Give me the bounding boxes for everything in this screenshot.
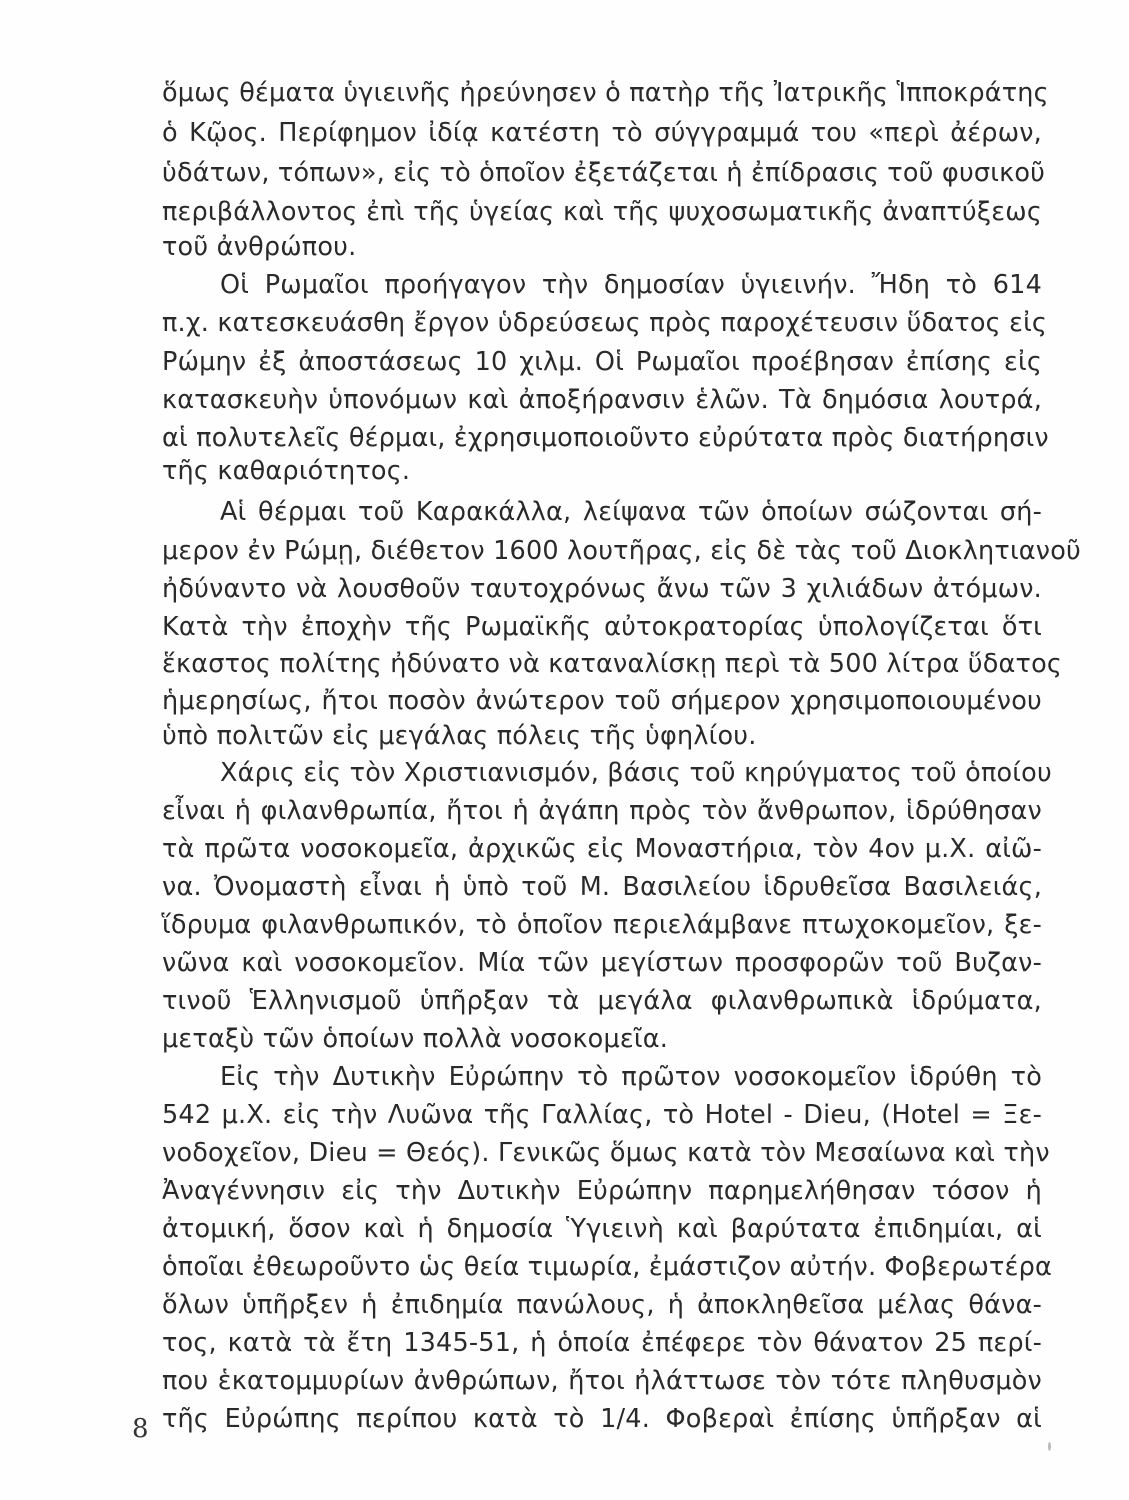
text-line: νῶνα καὶ νοσοκομεῖον. Μία τῶν μεγίστων προσφορῶν τοῦ Βυζαν-: [162, 948, 1042, 978]
text-line: ὅλων ὑπῆρξεν ἡ ἐπιδημία πανώλους, ἡ ἀποκληθεῖσα μέλας θάνα-: [162, 1290, 1042, 1320]
text-line: τῆς Εὐρώπης περίπου κατὰ τὸ 1/4. Φοβεραὶ ἐπίσης ὑπῆρξαν αἱ: [162, 1404, 1042, 1434]
paragraph-start-line: Οἱ Ρωμαῖοι προήγαγον τὴν δημοσίαν ὑγιεινήν. Ἤδη τὸ 614: [220, 270, 1042, 300]
text-line: 542 μ.Χ. εἰς τὴν Λυῶνα τῆς Γαλλίας, τὸ Hotel - Dieu, (Hotel = Ξε-: [162, 1100, 1042, 1130]
text-line: να. Ὀνομαστὴ εἶναι ἡ ὑπὸ τοῦ Μ. Βασιλείου ἱδρυθεῖσα Βασιλειάς,: [162, 872, 1042, 902]
text-line: τος, κατὰ τὰ ἔτη 1345-51, ἡ ὁποία ἐπέφερε τὸν θάνατον 25 περί-: [162, 1328, 1042, 1358]
page-number: 8: [132, 1414, 149, 1444]
text-line: νοδοχεῖον, Dieu = Θεός). Γενικῶς ὅμως κατὰ τὸν Μεσαίωνα καὶ τὴν: [162, 1138, 1050, 1168]
text-line: τοῦ ἀνθρώπου.: [162, 232, 357, 262]
text-line: ὁποῖαι ἐθεωροῦντο ὡς θεία τιμωρία, ἐμάστιζον αὐτήν. Φοβερωτέρα: [162, 1252, 1052, 1282]
text-line: Κατὰ τὴν ἐποχὴν τῆς Ρωμαϊκῆς αὐτοκρατορίας ὑπολογίζεται ὅτι: [162, 612, 1042, 642]
text-line: ἕκαστος πολίτης ἠδύνατο νὰ καταναλίσκῃ περὶ τὰ 500 λίτρα ὕδατος: [162, 649, 1063, 679]
paragraph-start-line: Αἱ θέρμαι τοῦ Καρακάλλα, λείψανα τῶν ὁποίων σώζονται σή-: [220, 497, 1042, 527]
text-line: ὅμως θέματα ὑγιεινῆς ἠρεύνησεν ὁ πατὴρ τῆς Ἰατρικῆς Ἱπποκράτης: [162, 78, 1049, 108]
text-line: ἡμερησίως, ἤτοι ποσὸν ἀνώτερον τοῦ σήμερον χρησιμοποιουμένου: [162, 686, 1042, 716]
text-line: τῆς καθαριότητος.: [162, 456, 411, 486]
paragraph-start-line: Χάρις εἰς τὸν Χριστιανισμόν, βάσις τοῦ κηρύγματος τοῦ ὁποίου: [220, 758, 1052, 788]
text-line: τινοῦ Ἑλληνισμοῦ ὑπῆρξαν τὰ μεγάλα φιλανθρωπικὰ ἱδρύματα,: [162, 986, 1042, 1016]
text-line: αἱ πολυτελεῖς θέρμαι, ἐχρησιμοποιοῦντο εὐρύτατα πρὸς διατήρησιν: [162, 423, 1049, 453]
scan-speck: [1048, 1442, 1051, 1451]
text-line: Ἀναγέννησιν εἰς τὴν Δυτικὴν Εὐρώπην παρημελήθησαν τόσον ἡ: [162, 1176, 1042, 1206]
text-line: ὑδάτων, τόπων», εἰς τὸ ὁποῖον ἐξετάζεται ἡ ἐπίδρασις τοῦ φυσικοῦ: [162, 158, 1046, 188]
text-line: ὑπὸ πολιτῶν εἰς μεγάλας πόλεις τῆς ὑφηλίου.: [162, 721, 757, 751]
text-line: τὰ πρῶτα νοσοκομεῖα, ἀρχικῶς εἰς Μοναστήρια, τὸν 4ον μ.Χ. αἰῶ-: [162, 834, 1042, 864]
text-line: ἀτομική, ὅσον καὶ ἡ δημοσία Ὑγιεινὴ καὶ βαρύτατα ἐπιδημίαι, αἱ: [162, 1214, 1042, 1244]
text-line: Ρώμην ἐξ ἀποστάσεως 10 χιλμ. Οἱ Ρωμαῖοι προέβησαν ἐπίσης εἰς: [162, 347, 1042, 377]
text-line: μερον ἐν Ρώμῃ, διέθετον 1600 λουτῆρας, εἰς δὲ τὰς τοῦ Διοκλητιανοῦ: [162, 536, 1082, 566]
text-line: περιβάλλοντος ἐπὶ τῆς ὑγείας καὶ τῆς ψυχοσωματικῆς ἀναπτύξεως: [162, 197, 1042, 227]
text-line: ὁ Κῷος. Περίφημον ἰδίᾳ κατέστη τὸ σύγγραμμά του «περὶ ἀέρων,: [162, 118, 1042, 148]
text-line: που ἑκατομμυρίων ἀνθρώπων, ἤτοι ἠλάττωσε τὸν τότε πληθυσμὸν: [162, 1366, 1042, 1396]
text-line: ἵδρυμα φιλανθρωπικόν, τὸ ὁποῖον περιελάμβανε πτωχοκομεῖον, ξε-: [162, 910, 1042, 940]
text-line: ἠδύναντο νὰ λουσθοῦν ταυτοχρόνως ἄνω τῶν 3 χιλιάδων ἀτόμων.: [162, 574, 1042, 604]
text-line: μεταξὺ τῶν ὁποίων πολλὰ νοσοκομεῖα.: [162, 1024, 669, 1054]
text-line: κατασκευὴν ὑπονόμων καὶ ἀποξήρανσιν ἑλῶν. Τὰ δημόσια λουτρά,: [162, 385, 1042, 415]
text-line: εἶναι ἡ φιλανθρωπία, ἤτοι ἡ ἀγάπη πρὸς τὸν ἄνθρωπον, ἱδρύθησαν: [162, 796, 1042, 826]
paragraph-start-line: Εἰς τὴν Δυτικὴν Εὐρώπην τὸ πρῶτον νοσοκομεῖον ἱδρύθη τὸ: [220, 1062, 1042, 1092]
text-line: π.χ. κατεσκευάσθη ἔργον ὑδρεύσεως πρὸς παροχέτευσιν ὕδατος εἰς: [162, 308, 1048, 338]
